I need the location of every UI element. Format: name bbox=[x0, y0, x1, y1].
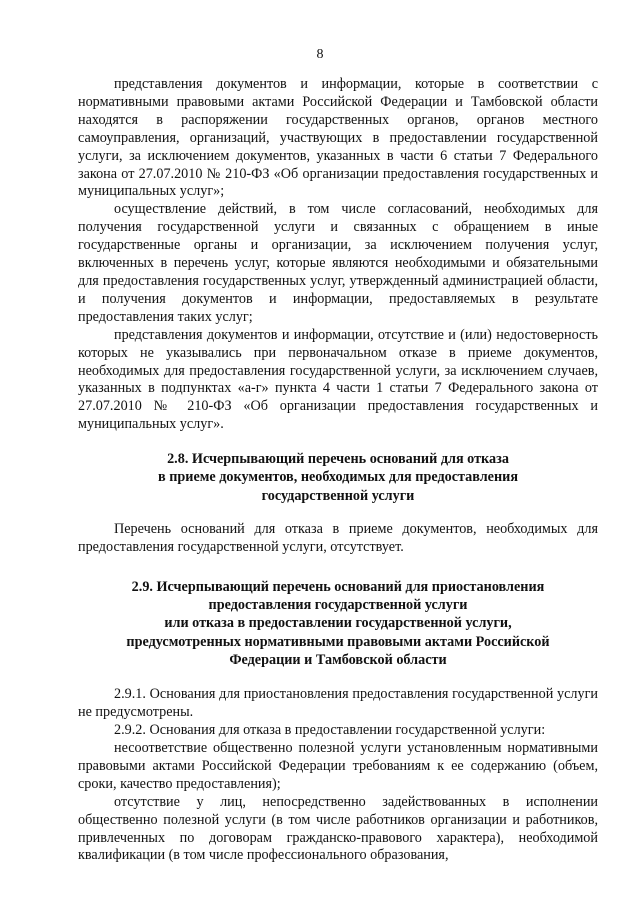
paragraph-documents-info: представления документов и информации, которые в соответствии с нормативными правовыми актами Российской Федерации и Тамбовской области находятся в распоряжении государственных органов, органов местного самоуправления, организаций, участвующих в предоставлении государственной услуги, за исключением документов, указанных в части 6 статьи 7 Федерального закона от 27.07.2010 № 210-ФЗ «Об организации предоставления государственных и муниципальных услуг»; bbox=[78, 76, 598, 200]
paragraph-qualification: отсутствие у лиц, непосредственно задействованных в исполнении общественно полезной услуги (в том числе работников организации и работников, привлеченных по договорам гражданско-правового характера), необходимой квалификации (в том числе профессионального образования, bbox=[78, 793, 598, 864]
document-body bbox=[78, 76, 598, 865]
paragraph-2-9-2: 2.9.2. Основания для отказа в предоставлении государственной услуги: bbox=[114, 722, 546, 739]
paragraph-2-9-1: 2.9.1. Основания для приостановления предоставления государственной услуги не предусмотрены. bbox=[78, 686, 598, 721]
paragraph-nonconformity: несоответствие общественно полезной услуги установленным нормативными правовыми актами Российской Федерации требованиям к ее содержанию (объем, сроки, качество предоставления); bbox=[78, 740, 598, 792]
heading-2-9-line-4: предусмотренных нормативными правовыми актами Российской bbox=[126, 633, 550, 650]
paragraph-2-8-refusal-list: Перечень оснований для отказа в приеме документов, необходимых для предоставления государственной услуги, отсутствует. bbox=[78, 521, 598, 555]
heading-2-9-line-1: 2.9. Исчерпывающий перечень оснований для приостановления bbox=[131, 578, 545, 595]
section-heading-2-8 bbox=[78, 450, 598, 505]
paragraph-actions-approvals: осуществление действий, в том числе согласований, необходимых для получения государственной услуги и связанных с обращением в иные государственные органы и организации, за исключением получения услуг, включенных в перечень услуг, которые являются необходимыми и обязательными для предоставления государственных услуг, утвержденный администрацией области, и получения документов и информации, предоставляемых в результате предоставления таких услуг; bbox=[78, 201, 598, 325]
heading-2-9-line-3: или отказа в предоставлении государственной услуги, bbox=[164, 615, 512, 632]
page-number: 8 bbox=[316, 47, 324, 62]
section-heading-2-9 bbox=[78, 578, 598, 669]
heading-2-9-line-2: предоставления государственной услуги bbox=[208, 597, 468, 614]
heading-2-8-line-1: 2.8. Исчерпывающий перечень оснований для отказа bbox=[167, 451, 509, 468]
heading-2-9-line-5: Федерации и Тамбовской области bbox=[229, 652, 447, 669]
paragraph-documents-missing: представления документов и информации, отсутствие и (или) недостоверность которых не указывались при первоначальном отказе в приеме документов, необходимых для предоставления государственной услуги, за исключением случаев, указанных в подпунктах «а-г» пункта 4 части 1 статьи 7 Федерального закона от 27.07.2010 № 210-ФЗ «Об организации предоставления государственных и муниципальных услуг». bbox=[78, 326, 598, 433]
heading-2-8-line-3: государственной услуги bbox=[261, 487, 415, 504]
heading-2-8-line-2: в приеме документов, необходимых для предоставления bbox=[158, 469, 518, 486]
